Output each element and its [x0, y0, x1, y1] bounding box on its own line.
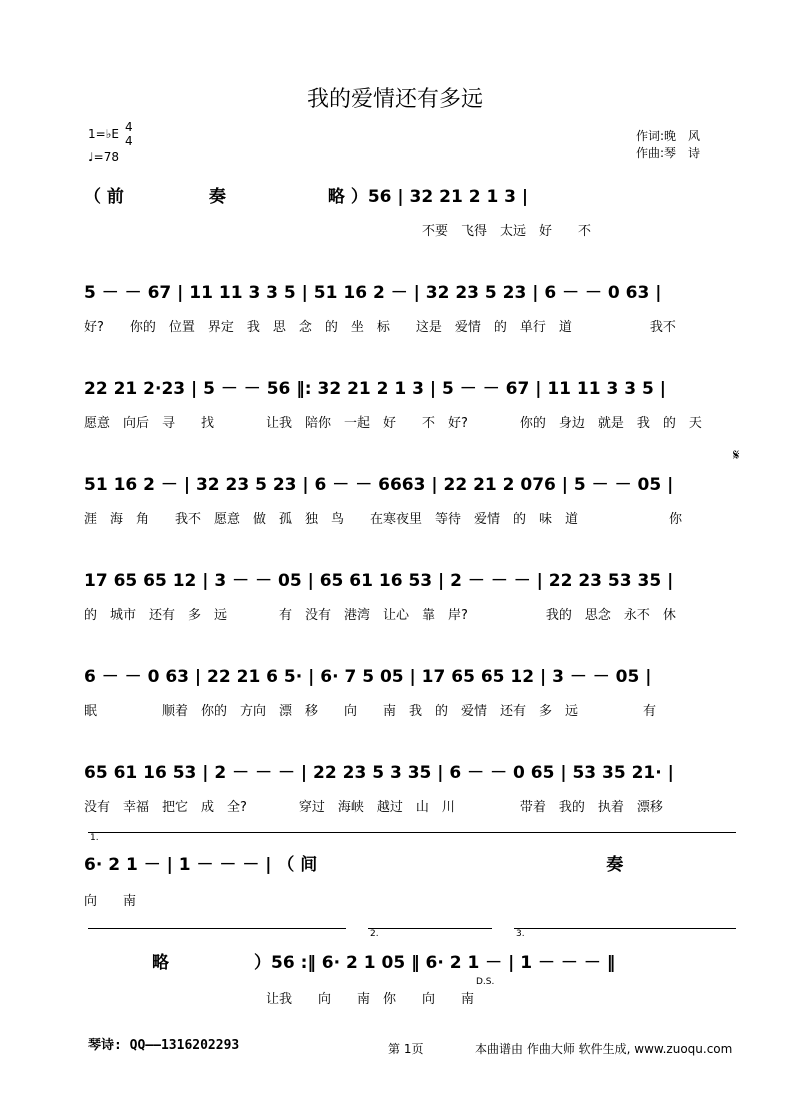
notes-line: 22 21 2·23 | 5 － － 56 ‖: 32 21 2 1 3 | 5 － － 67 | 11 11 3 3 5 | [84, 379, 666, 399]
notes-line: 6 － － 0 63 | 22 21 6 5· | 6· 7 5 05 | 17 65 65 12 | 3 － － 05 | [84, 667, 652, 687]
notes-line: 65 61 16 53 | 2 － － － | 22 23 5 3 35 | 6 － － 0 65 | 53 35 21· | [84, 763, 674, 783]
lyrics-line: 让我 向 南 你 向 南 [84, 992, 475, 1007]
lyrics-line: 好? 你的 位置 界定 我 思 念 的 坐 标 这是 爱情 的 单行 道 我不 [84, 320, 676, 335]
song-title: 我的爱情还有多远 [306, 87, 483, 112]
tempo-marking: ♩=78 [88, 150, 119, 164]
time-signature [125, 120, 133, 148]
lyrics-line: 向 南 [84, 894, 137, 909]
notes-line: 5 － － 67 | 11 11 3 3 5 | 51 16 2 － | 32 23 5 23 | 6 － － 0 63 | [84, 283, 662, 303]
lyrics-line: 愿意 向后 寻 找 让我 陪你 一起 好 不 好? 你的 身边 就是 我 的 天 [84, 416, 702, 431]
lyrics-line: 的 城市 还有 多 远 有 没有 港湾 让心 靠 岸? 我的 思念 永不 休 [84, 608, 676, 623]
ds-marking: D.S. [476, 977, 495, 987]
notes-line: （ 前 奏 略 ）56 | 32 21 2 1 3 | [84, 187, 529, 207]
lyricist-credit: 作词:晚 风 [636, 129, 701, 143]
notes-line: 17 65 65 12 | 3 － － 05 | 65 61 16 53 | 2 － － － | 22 23 53 35 | [84, 571, 674, 591]
footer-generator-credit: 本曲谱由 作曲大师 软件生成, www.zuoqu.com [475, 1042, 733, 1056]
time-signature-bottom: 4 [125, 134, 133, 148]
third-ending-label: 3. [516, 929, 525, 939]
key-signature: 1=♭E [88, 127, 119, 141]
notes-line: 51 16 2 － | 32 23 5 23 | 6 － － 6663 | 22 21 2 076 | 5 － － 05 | [84, 475, 674, 495]
lyrics-line: 不要 飞得 太远 好 不 [84, 224, 592, 239]
notes-line: 略 ）56 :‖ 6· 2 1 05 ‖ 6· 2 1 － | 1 － － － ‖ [84, 953, 616, 973]
second-ending-label: 2. [370, 929, 379, 939]
third-ending-bracket [514, 928, 736, 929]
first-ending-bracket [88, 832, 736, 833]
first-ending-continuation [88, 928, 346, 929]
segno-sign: 𝄋 [733, 446, 740, 464]
footer-page-number: 第 1页 [388, 1042, 424, 1056]
footer-contact: 琴诗: QQ——1316202293 [88, 1038, 240, 1053]
composer-credit: 作曲:琴 诗 [636, 146, 701, 160]
first-ending-label: 1. [90, 833, 99, 843]
notes-line: 6· 2 1 － | 1 － － － | （ 间 奏 [84, 855, 624, 875]
second-ending-bracket [368, 928, 492, 929]
lyrics-line: 没有 幸福 把它 成 全? 穿过 海峡 越过 山 川 带着 我的 执着 漂移 [84, 800, 663, 815]
lyrics-line: 眠 顺着 你的 方向 漂 移 向 南 我 的 爱情 还有 多 远 有 [84, 704, 657, 719]
time-signature-top: 4 [125, 120, 133, 134]
lyrics-line: 涯 海 角 我不 愿意 做 孤 独 鸟 在寒夜里 等待 爱情 的 味 道 你 [84, 512, 683, 527]
